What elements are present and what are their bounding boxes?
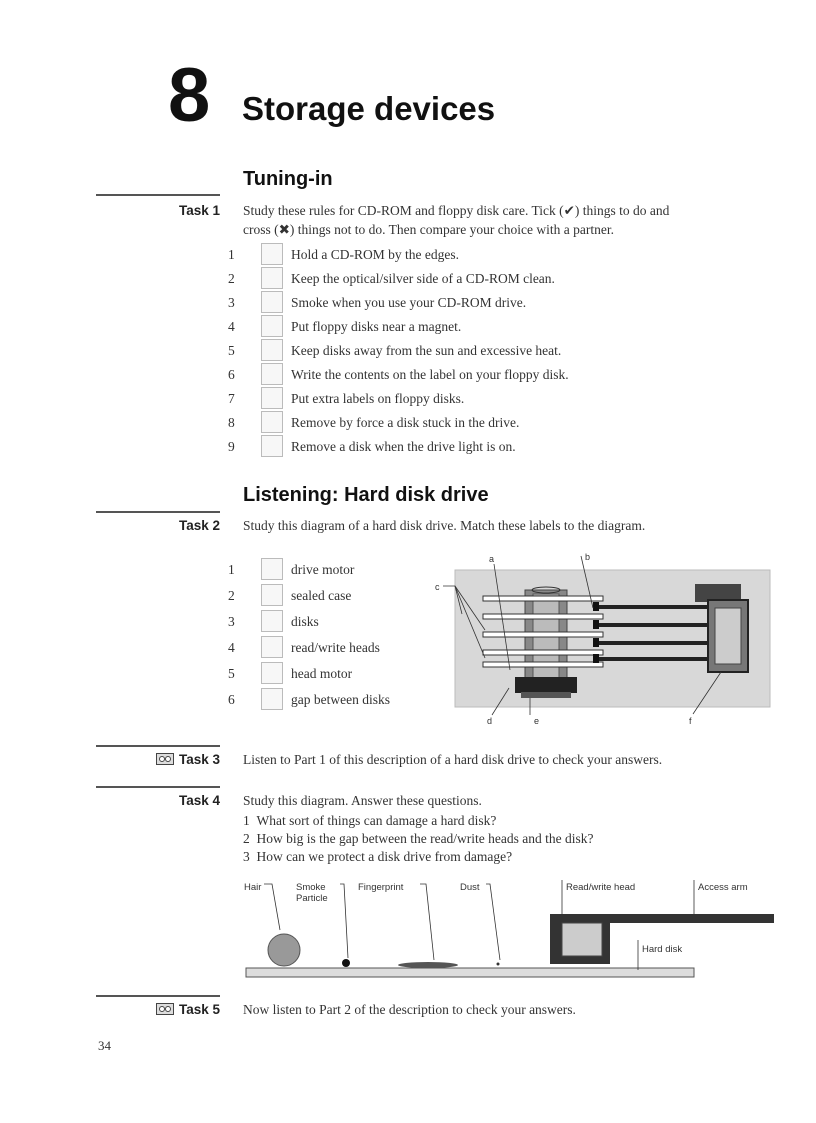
head-body-shape [550,914,562,962]
answer-box[interactable] [261,610,283,632]
item-number: 3 [228,614,235,629]
head-shape [593,602,599,611]
item-number: 5 [228,666,235,681]
fingerprint-shape [398,962,458,968]
tick-box[interactable] [261,435,283,457]
label-dust: Dust [460,882,480,893]
task-2-label: Task 2 [178,518,220,533]
head-inner-shape [562,923,602,956]
item-number: 4 [228,319,235,334]
item-text: drive motor [291,562,355,577]
cassette-icon [156,753,174,765]
section-heading-listening: Listening: Hard disk drive [243,484,489,506]
hair-particle-shape [268,934,300,966]
item-text: Hold a CD-ROM by the edges. [291,247,459,262]
spindle-core-shape [533,594,559,684]
answer-box[interactable] [261,688,283,710]
item-number: 2 [228,588,235,603]
task-divider [96,745,220,747]
label-access-arm: Access arm [698,882,748,893]
task-5-label [96,1002,220,1017]
leader-line-smoke [340,884,348,958]
platter-shape [483,632,603,637]
task-3-instruction: Listen to Part 1 of this description of a hard disk drive to check your answers. [243,752,663,767]
item-text: Remove a disk when the drive light is on. [291,439,516,454]
task-4-instruction: Study this diagram. Answer these questions. [243,793,482,808]
section-heading-tuning-in: Tuning-in [243,168,333,190]
item-number: 7 [228,391,235,406]
item-number: 1 [228,562,235,577]
task-1-instruction [243,201,768,239]
task-1-label: Task 1 [178,203,220,218]
item-text: Keep disks away from the sun and excessive heat. [291,343,562,358]
instruction-line-2: cross (✖) things not to do. Then compare your choice with a partner. [243,222,614,237]
question-item [243,812,594,830]
question-text: How can we protect a disk drive from damage? [256,849,513,864]
question-number: 2 [243,831,250,846]
task-3-label-text: Task 3 [178,752,220,767]
task-4-label: Task 4 [178,793,220,808]
question-text: What sort of things can damage a hard disk? [256,813,497,828]
platter-shape [483,614,603,619]
head-shape [593,654,599,663]
head-motor-inner-shape [715,608,741,664]
item-text: Remove by force a disk stuck in the drive. [291,415,520,430]
disk-surface-shape [246,968,694,977]
head-shape [593,638,599,647]
question-number: 1 [243,813,250,828]
hard-disk-drive-diagram [425,550,785,730]
item-number: 4 [228,640,235,655]
platter-shape [483,662,603,667]
item-text: head motor [291,666,353,681]
chapter-title: Storage devices [242,90,496,127]
smoke-particle-shape [342,959,350,967]
item-number: 5 [228,343,235,358]
tick-box[interactable] [261,411,283,433]
diagram-label-b: b [585,552,591,562]
answer-box[interactable] [261,584,283,606]
task-2-instruction: Study this diagram of a hard disk drive. Match these labels to the diagram. [243,518,646,533]
tick-box[interactable] [261,243,283,265]
page-number: 34 [98,1038,111,1053]
question-item [243,830,594,848]
task-4-questions [243,812,594,866]
label-hard-disk: Hard disk [642,944,683,955]
leader-line-dust [486,884,500,960]
arm-shape [593,641,713,645]
arm-shape [593,605,713,609]
drive-motor-shape [515,677,577,693]
tick-box[interactable] [261,267,283,289]
task-5-instruction: Now listen to Part 2 of the description to check your answers. [243,1002,576,1017]
tick-box[interactable] [261,339,283,361]
tick-box[interactable] [261,363,283,385]
item-number: 9 [228,439,235,454]
item-text: Keep the optical/silver side of a CD-ROM clean. [291,271,555,286]
answer-box[interactable] [261,636,283,658]
item-text: Smoke when you use your CD-ROM drive. [291,295,527,310]
head-body-shape [602,923,610,958]
drive-motor-base-shape [521,692,571,698]
question-number: 3 [243,849,250,864]
task-3-label [96,752,220,767]
diagram-label-a: a [489,554,495,564]
platter-shape [483,596,603,601]
diagram-label-c: c [435,582,440,592]
label-smoke: Smoke [296,882,326,893]
cassette-icon [156,1003,174,1015]
label-fingerprint: Fingerprint [358,882,404,893]
instruction-line-1: Study these rules for CD-ROM and floppy disk care. Tick (✔) things to do and [243,203,670,218]
item-text: read/write heads [291,640,380,655]
item-number: 2 [228,271,235,286]
chapter-number: 8 [168,53,211,138]
answer-box[interactable] [261,558,283,580]
item-number: 8 [228,415,235,430]
question-item [243,848,594,866]
item-number: 1 [228,247,235,262]
tick-box[interactable] [261,315,283,337]
arm-shape [593,623,713,627]
diagram-label-f: f [689,716,692,726]
item-text: sealed case [291,588,352,603]
task-5-label-text: Task 5 [178,1002,220,1017]
task-divider [96,511,220,513]
tick-box[interactable] [261,387,283,409]
question-text: How big is the gap between the read/write heads and the disk? [256,831,594,846]
label-read-write-head: Read/write head [566,882,636,893]
tick-box[interactable] [261,291,283,313]
platter-shape [483,650,603,655]
item-text: gap between disks [291,692,390,707]
item-number: 6 [228,692,235,707]
task-divider [96,786,220,788]
item-text: Put extra labels on floppy disks. [291,391,465,406]
label-particle: Particle [296,893,328,904]
item-text: Put floppy disks near a magnet. [291,319,462,334]
head-body-shape [550,956,610,964]
leader-line-hair [264,884,280,930]
task-divider [96,995,220,997]
head-shape [593,620,599,629]
item-text: Write the contents on the label on your floppy disk. [291,367,569,382]
item-number: 6 [228,367,235,382]
dust-particle-shape [497,963,500,966]
leader-line-fingerprint [420,884,434,960]
item-number: 3 [228,295,235,310]
contamination-diagram [240,878,776,988]
diagram-label-e: e [534,716,540,726]
arm-shape [593,657,713,661]
access-arm-shape [550,914,774,923]
task-divider [96,194,220,196]
answer-box[interactable] [261,662,283,684]
diagram-label-d: d [487,716,493,726]
label-hair: Hair [244,882,262,893]
item-text: disks [291,614,319,629]
